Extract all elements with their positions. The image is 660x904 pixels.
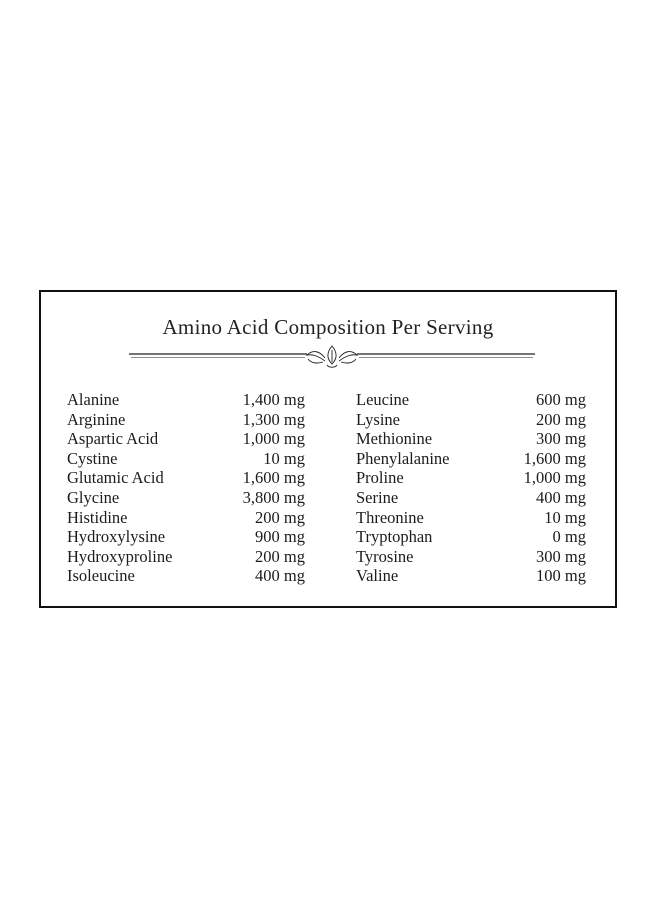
amino-row — [356, 449, 586, 469]
left-column — [67, 390, 305, 586]
amino-row — [67, 468, 305, 488]
amino-name: Aspartic Acid — [67, 429, 159, 449]
floral-flourish-icon — [129, 344, 535, 370]
amino-amount: 1,000 mg — [242, 429, 305, 449]
amino-row — [67, 410, 305, 430]
amino-amount: 1,400 mg — [242, 390, 305, 409]
amino-name: Leucine — [356, 390, 410, 409]
amino-amount: 3,800 mg — [242, 487, 305, 507]
amino-row — [356, 468, 586, 488]
amino-row — [67, 566, 305, 586]
amino-row — [356, 508, 586, 528]
amino-name: Valine — [356, 566, 399, 586]
amino-row — [67, 390, 305, 410]
amino-row — [67, 527, 305, 547]
amino-row — [67, 508, 305, 528]
amino-amount: 1,600 mg — [523, 448, 586, 468]
amino-row — [356, 547, 586, 567]
amino-name: Hydroxylysine — [67, 527, 166, 547]
amino-name: Histidine — [67, 507, 128, 527]
amino-name: Isoleucine — [67, 566, 135, 586]
amino-amount: 300 mg — [536, 429, 586, 449]
amino-amount: 10 mg — [263, 448, 305, 468]
amino-row — [356, 429, 586, 449]
amino-name: Phenylalanine — [356, 448, 450, 468]
amino-name: Tyrosine — [356, 546, 414, 566]
amino-name: Arginine — [67, 409, 126, 429]
amino-row — [356, 390, 586, 410]
amino-row — [67, 547, 305, 567]
amino-name: Alanine — [67, 390, 120, 409]
amino-row — [356, 488, 586, 508]
amino-name: Lysine — [356, 409, 400, 429]
amino-amount: 200 mg — [255, 546, 305, 566]
amino-amount: 1,600 mg — [242, 468, 305, 488]
amino-name: Hydroxyproline — [67, 546, 173, 566]
amino-amount: 400 mg — [255, 566, 305, 586]
amino-amount: 1,000 mg — [523, 468, 586, 488]
amino-amount: 10 mg — [544, 507, 586, 527]
amino-name: Glutamic Acid — [67, 468, 164, 488]
amino-name: Cystine — [67, 448, 118, 468]
amino-name: Glycine — [67, 487, 120, 507]
amino-row — [67, 449, 305, 469]
amino-name: Threonine — [356, 507, 424, 527]
amino-row — [356, 566, 586, 586]
amino-amount: 600 mg — [536, 390, 586, 409]
amino-amount: 100 mg — [536, 566, 586, 586]
amino-amount: 400 mg — [536, 487, 586, 507]
amino-amount: 1,300 mg — [242, 409, 305, 429]
amino-row — [356, 410, 586, 430]
amino-acid-panel — [39, 290, 617, 608]
amino-amount: 300 mg — [536, 546, 586, 566]
amino-name: Methionine — [356, 429, 433, 449]
amino-name: Serine — [356, 487, 399, 507]
amino-name: Tryptophan — [356, 527, 433, 547]
right-column — [356, 390, 586, 586]
amino-amount: 900 mg — [255, 527, 305, 547]
amino-row — [356, 527, 586, 547]
amino-row — [67, 429, 305, 449]
amino-amount: 0 mg — [552, 527, 586, 547]
amino-amount: 200 mg — [536, 409, 586, 429]
amino-amount: 200 mg — [255, 507, 305, 527]
amino-row — [67, 488, 305, 508]
amino-name: Proline — [356, 468, 404, 488]
panel-title: Amino Acid Composition Per Serving — [162, 315, 494, 339]
